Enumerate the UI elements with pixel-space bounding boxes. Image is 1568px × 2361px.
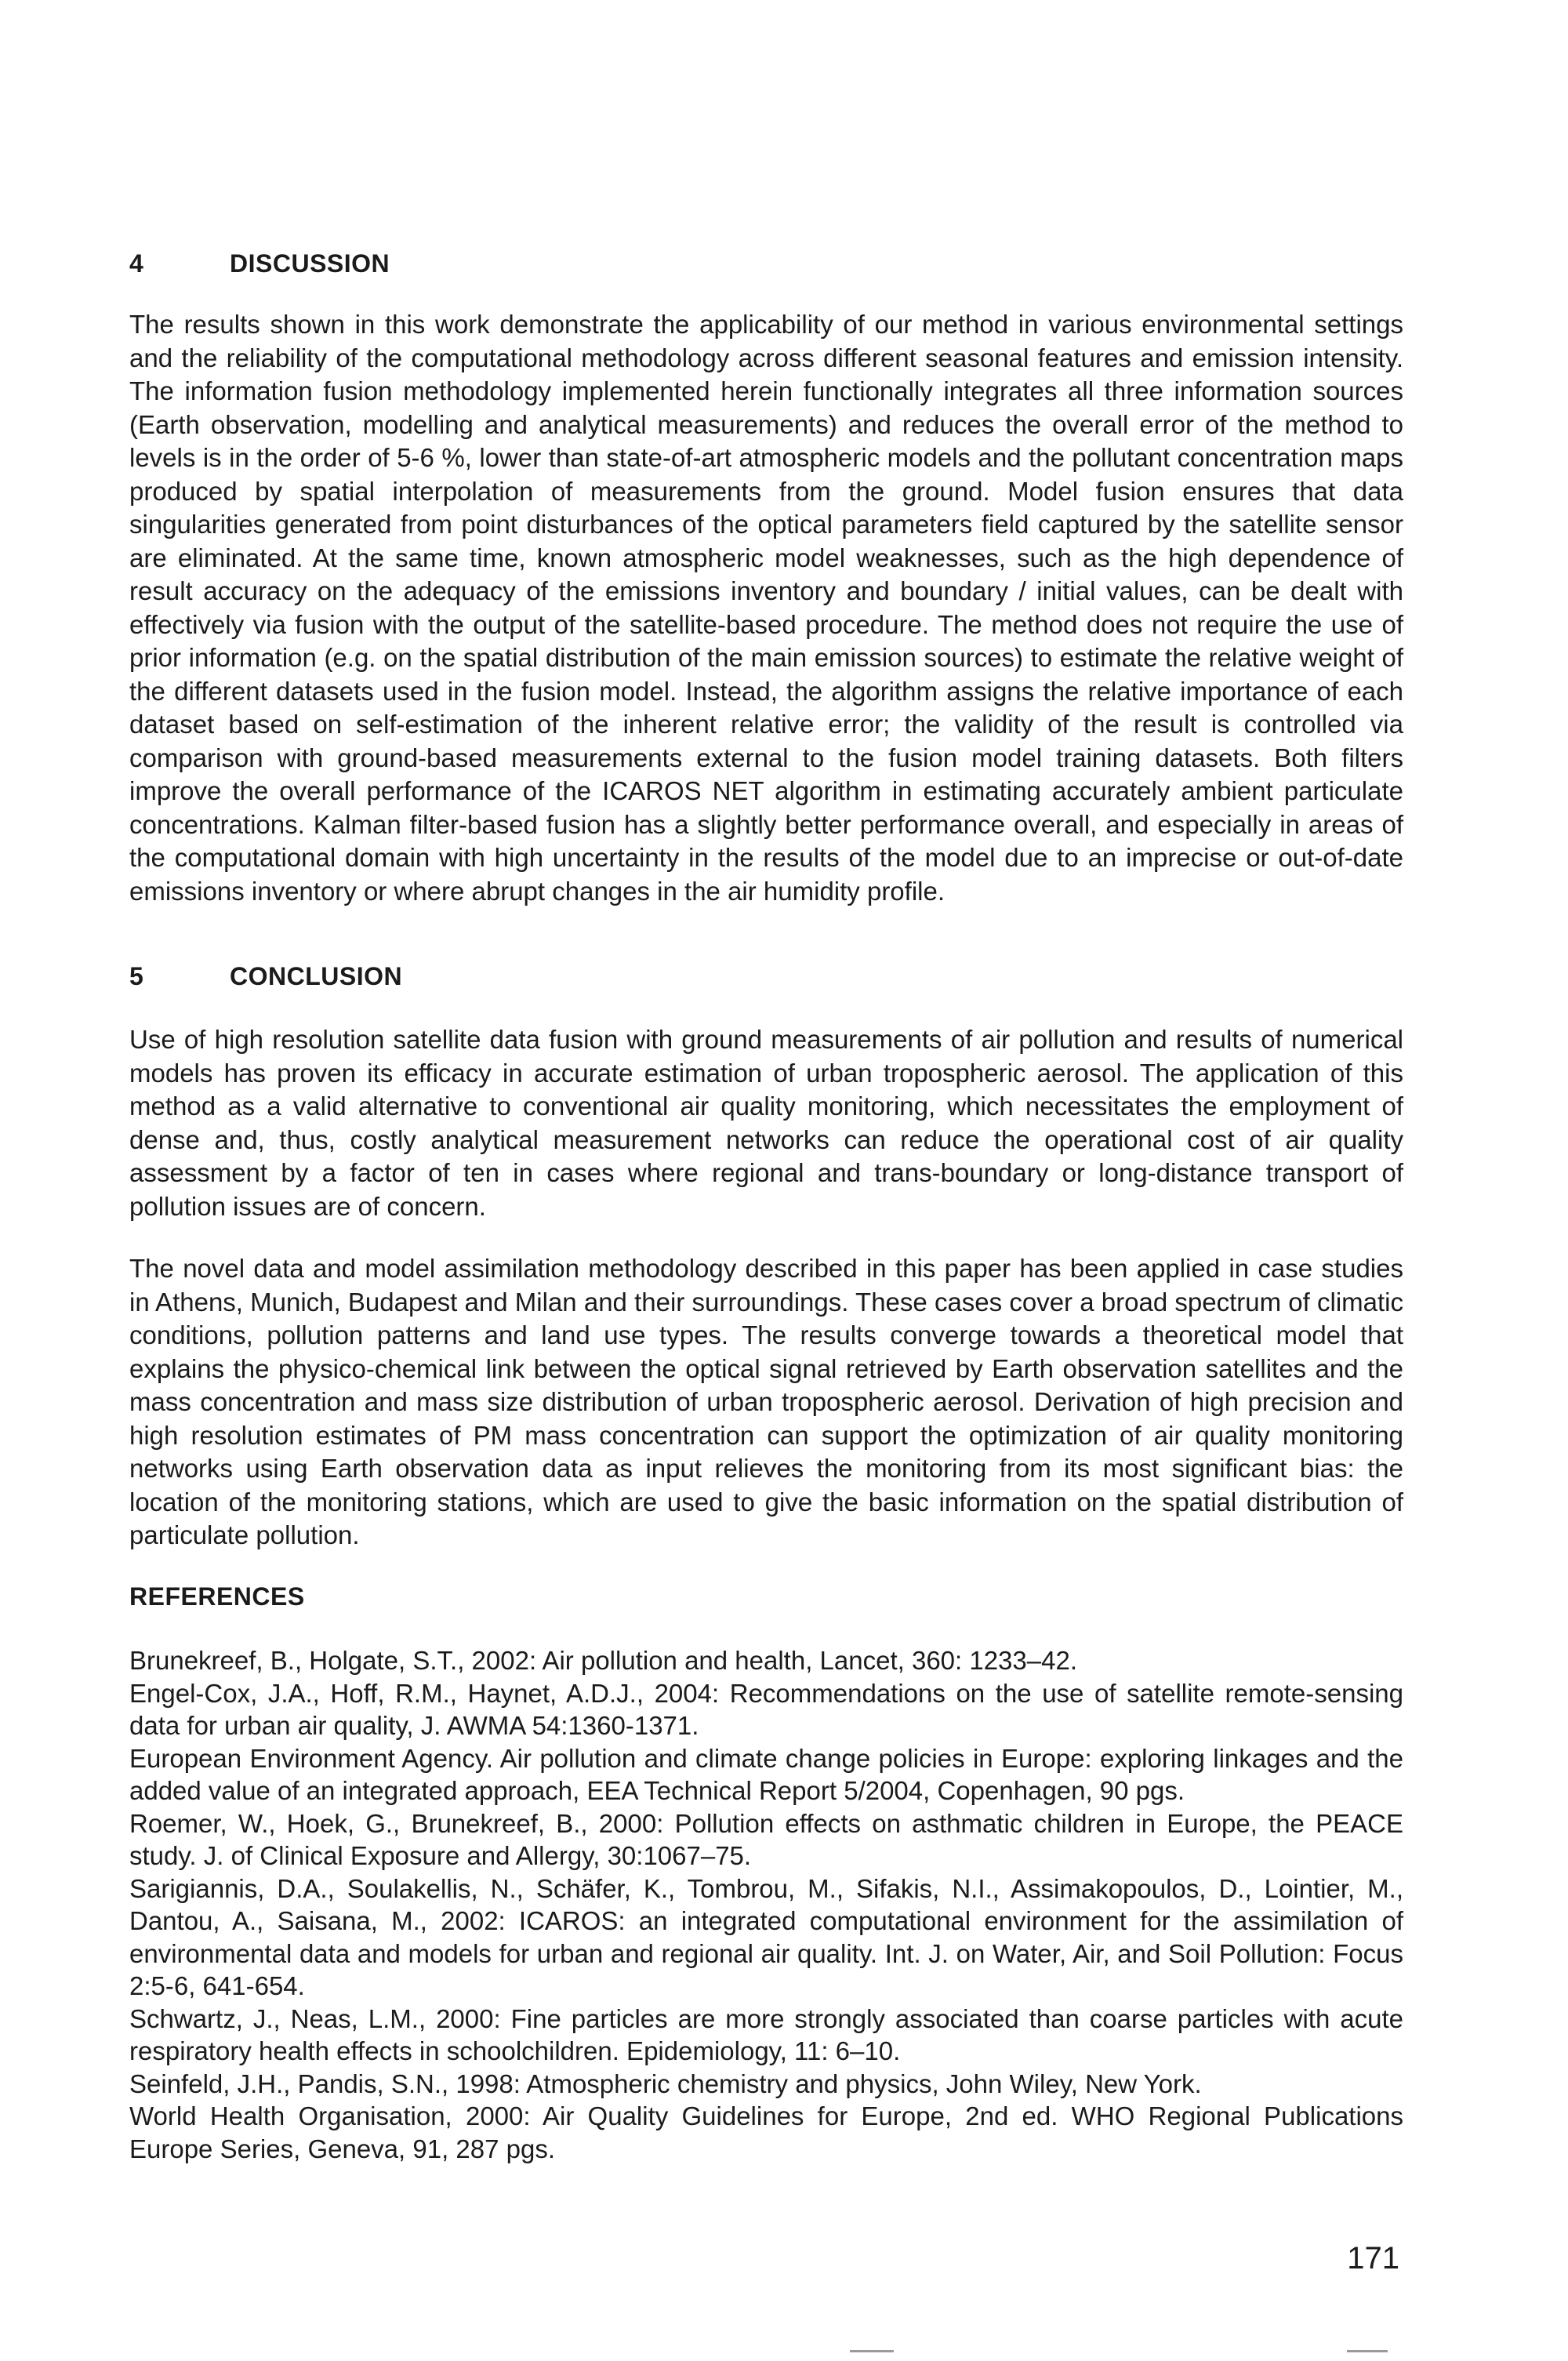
reference-item: Seinfeld, J.H., Pandis, S.N., 1998: Atmospheric chemistry and physics, John Wiley, New York. (129, 2069, 1202, 2098)
reference-item: Brunekreef, B., Holgate, S.T., 2002: Air pollution and health, Lancet, 360: 1233–42. (129, 1646, 1077, 1675)
scan-mark (850, 2350, 894, 2352)
reference-list (129, 1644, 1403, 2165)
discussion-section-number: 4 (129, 249, 144, 278)
conclusion-section-title: CONCLUSION (230, 962, 403, 990)
references-title: REFERENCES (129, 1582, 305, 1611)
reference-item: Roemer, W., Hoek, G., Brunekreef, B., 2000: Pollution effects on asthmatic children in Europe, the PEACE study. J. of Clinical Exposure and Allergy, 30:1067–75. (129, 1808, 1403, 1870)
discussion-section-title: DISCUSSION (230, 249, 390, 278)
conclusion-section-number: 5 (129, 962, 144, 990)
reference-item: World Health Organisation, 2000: Air Quality Guidelines for Europe, 2nd ed. WHO Regional Publications Europe Series, Geneva, 91, 287 pgs. (129, 2101, 1403, 2163)
reference-item: Schwartz, J., Neas, L.M., 2000: Fine particles are more strongly associated than coarse particles with acute respiratory health effects in schoolchildren. Epidemiology, 11: 6–10. (129, 2003, 1403, 2065)
reference-item: European Environment Agency. Air pollution and climate change policies in Europe: exploring linkages and the added value of an integrated approach, EEA Technical Report 5/2004, Copenhagen, 90 pgs. (129, 1743, 1403, 1805)
conclusion-paragraph-1: Use of high resolution satellite data fusion with ground measurements of air pollution and results of numerical models has proven its efficacy in accurate estimation of urban tropospheric aerosol. The application of this method as a valid alternative to conventional air quality monitoring, which necessitates the employment of dense and, thus, costly analytical measurement networks can reduce the operational cost of air quality assessment by a factor of ten in cases where regional and trans-boundary or long-distance transport of pollution issues are of concern. (129, 1025, 1403, 1221)
scan-mark (1347, 2350, 1388, 2352)
discussion-paragraph: The results shown in this work demonstrate the applicability of our method in various environmental settings and the reliability of the computational methodology across different seasonal features and emission intensity. The information fusion methodology implemented herein functionally integrates all three information sources (Earth observation, modelling and analytical measurements) and reduces the overall error of the method to levels is in the order of 5-6 %, lower than state-of-art atmospheric models and the pollutant concentration maps produced by spatial interpolation of measurements from the ground. Model fusion ensures that data singularities generated from point disturbances of the optical parameters field captured by the satellite sensor are eliminated. At the same time, known atmospheric model weaknesses, such as the high dependence of result accuracy on the adequacy of the emissions inventory and boundary / initial values, can be dealt with effectively via fusion with the output of the satellite-based procedure. The method does not require the use of prior information (e.g. on the spatial distribution of the main emission sources) to estimate the relative weight of the different datasets used in the fusion model. Instead, the algorithm assigns the relative importance of each dataset based on self-estimation of the inherent relative error; the validity of the result is controlled via comparison with ground-based measurements external to the fusion model training datasets. Both filters improve the overall performance of the ICAROS NET algorithm in estimating accurately ambient particulate concentrations. Kalman filter-based fusion has a slightly better performance overall, and especially in areas of the computational domain with high uncertainty in the results of the model due to an imprecise or out-of-date emissions inventory or where abrupt changes in the air humidity profile. (129, 310, 1403, 906)
references-heading (129, 1582, 305, 1611)
conclusion-paragraph-2: The novel data and model assimilation methodology described in this paper has been applied in case studies in Athens, Munich, Budapest and Milan and their surroundings. These cases cover a broad spectrum of climatic conditions, pollution patterns and land use types. The results converge towards a theoretical model that explains the physico-chemical link between the optical signal retrieved by Earth observation satellites and the mass concentration and mass size distribution of urban tropospheric aerosol. Derivation of high precision and high resolution estimates of PM mass concentration can support the optimization of air quality monitoring networks using Earth observation data as input relieves the monitoring from its most significant bias: the location of the monitoring stations, which are used to give the basic information on the spatial distribution of particulate pollution. (129, 1254, 1403, 1549)
page-number: 171 (1347, 2241, 1399, 2276)
conclusion-heading (129, 962, 402, 991)
reference-item: Sarigiannis, D.A., Soulakellis, N., Schäfer, K., Tombrou, M., Sifakis, N.I., Assimakopoulos, D., Lointier, M., Dantou, A., Saisana, M., 2002: ICAROS: an integrated computational environment for the assimilation of environmental data and models for urban and regional air quality. Int. J. on Water, Air, and Soil Pollution: Focus 2:5-6, 641-654. (129, 1873, 1403, 2000)
reference-item: Engel-Cox, J.A., Hoff, R.M., Haynet, A.D.J., 2004: Recommendations on the use of satellite remote-sensing data for urban air quality, J. AWMA 54:1360-1371. (129, 1678, 1403, 1740)
discussion-heading (129, 249, 390, 278)
